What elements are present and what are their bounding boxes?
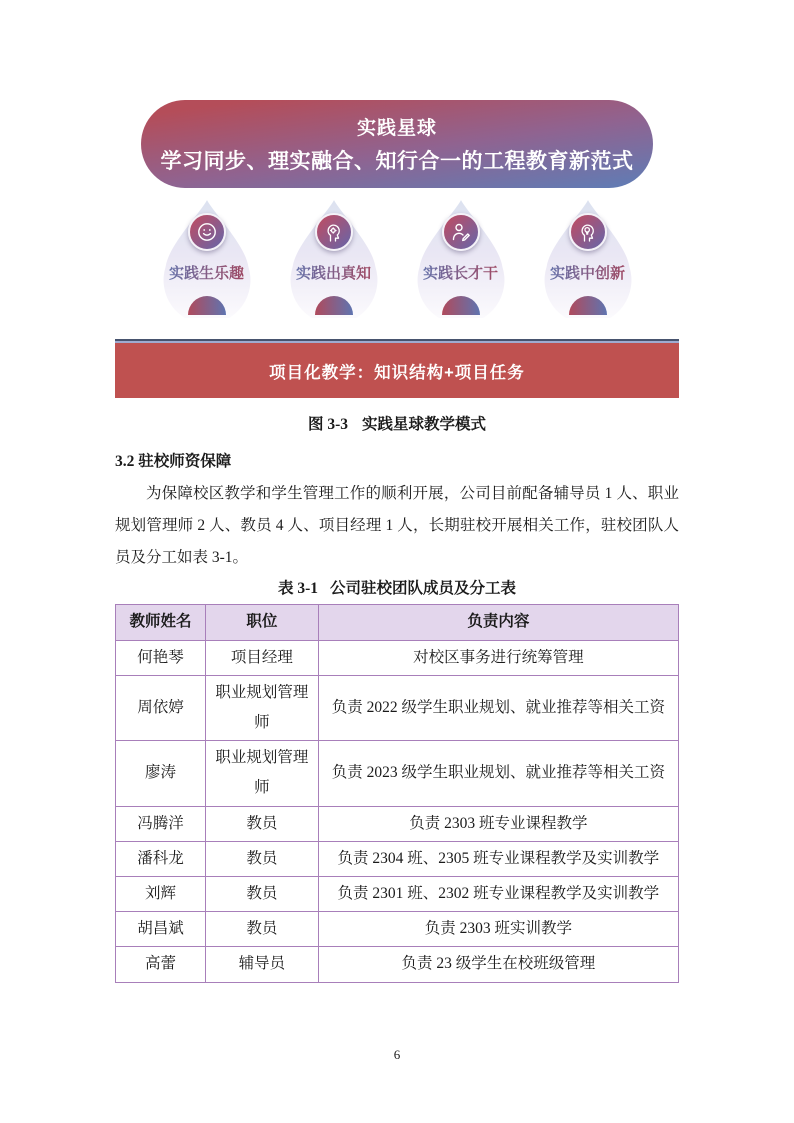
cell-duty: 负责 2023 级学生职业规划、就业推荐等相关工资 [318, 741, 678, 806]
droplet-fun [154, 198, 260, 318]
cell-name: 廖涛 [116, 741, 206, 806]
cell-position: 教员 [206, 841, 319, 876]
cell-position: 项目经理 [206, 640, 319, 675]
section-heading: 3.2 驻校师资保障 [115, 453, 232, 470]
table-row [116, 877, 679, 912]
smiley-icon [188, 213, 226, 251]
table-row [116, 806, 679, 841]
table-header-row [116, 605, 679, 640]
table-row [116, 741, 679, 806]
body-paragraph: 为保障校区教学和学生管理工作的顺利开展，公司目前配备辅导员 1 人、职业规划管理师 2 人、教员 4 人、项目经理 1 人，长期驻校开展相关工作，驻校团队人员及分工如表 3-1。 [115, 485, 679, 566]
figure-caption [115, 412, 679, 434]
table-row [116, 675, 679, 740]
droplet-label: 实践出真知 [281, 262, 387, 283]
cell-duty: 负责 2303 班专业课程教学 [318, 806, 678, 841]
head-idea-icon [569, 213, 607, 251]
cell-duty: 对校区事务进行统筹管理 [318, 640, 678, 675]
cell-position: 教员 [206, 877, 319, 912]
table-row [116, 640, 679, 675]
cell-name: 潘科龙 [116, 841, 206, 876]
cell-position: 职业规划管理师 [206, 675, 319, 740]
table-row [116, 912, 679, 947]
project-bar-text: 项目化教学：知识结构+项目任务 [115, 343, 679, 398]
head-gear-icon [315, 213, 353, 251]
figure-caption-title: 实践星球教学模式 [362, 416, 487, 433]
cell-duty: 负责 23 级学生在校班级管理 [318, 947, 678, 982]
staff-table [115, 604, 679, 982]
droplet-knowledge [281, 198, 387, 318]
droplet-label: 实践生乐趣 [154, 262, 260, 283]
table-caption-title: 公司驻校团队成员及分工表 [330, 580, 517, 598]
figure-title-banner [141, 100, 653, 188]
droplet-talent [408, 198, 514, 318]
cell-position: 教员 [206, 806, 319, 841]
cell-position: 职业规划管理师 [206, 741, 319, 806]
cell-name: 冯腾洋 [116, 806, 206, 841]
droplet-label: 实践长才干 [408, 262, 514, 283]
table-row [116, 841, 679, 876]
cell-duty: 负责 2022 级学生职业规划、就业推荐等相关工资 [318, 675, 678, 740]
droplet-innovation [535, 198, 641, 318]
table-caption [115, 576, 679, 598]
banner-subtitle: 学习同步、理实融合、知行合一的工程教育新范式 [160, 150, 634, 173]
cell-name: 周依婷 [116, 675, 206, 740]
page-number: 6 [393, 1047, 401, 1062]
cell-duty: 负责 2303 班实训教学 [318, 912, 678, 947]
header-position: 职位 [206, 605, 319, 640]
cell-name: 何艳琴 [116, 640, 206, 675]
header-teacher-name: 教师姓名 [116, 605, 206, 640]
table-caption-label: 表 3-1 [277, 580, 319, 598]
figure-caption-label: 图 3-3 [307, 416, 349, 433]
person-writing-icon [442, 213, 480, 251]
table-row [116, 947, 679, 982]
cell-duty: 负责 2304 班、2305 班专业课程教学及实训教学 [318, 841, 678, 876]
cell-name: 刘辉 [116, 877, 206, 912]
header-duty: 负责内容 [318, 605, 678, 640]
cell-position: 辅导员 [206, 947, 319, 982]
cell-name: 胡昌斌 [116, 912, 206, 947]
project-teaching-bar [115, 339, 679, 398]
droplet-row [115, 198, 679, 320]
cell-position: 教员 [206, 912, 319, 947]
cell-name: 高蕾 [116, 947, 206, 982]
banner-title: 实践星球 [356, 118, 437, 139]
cell-duty: 负责 2301 班、2302 班专业课程教学及实训教学 [318, 877, 678, 912]
droplet-label: 实践中创新 [535, 262, 641, 283]
